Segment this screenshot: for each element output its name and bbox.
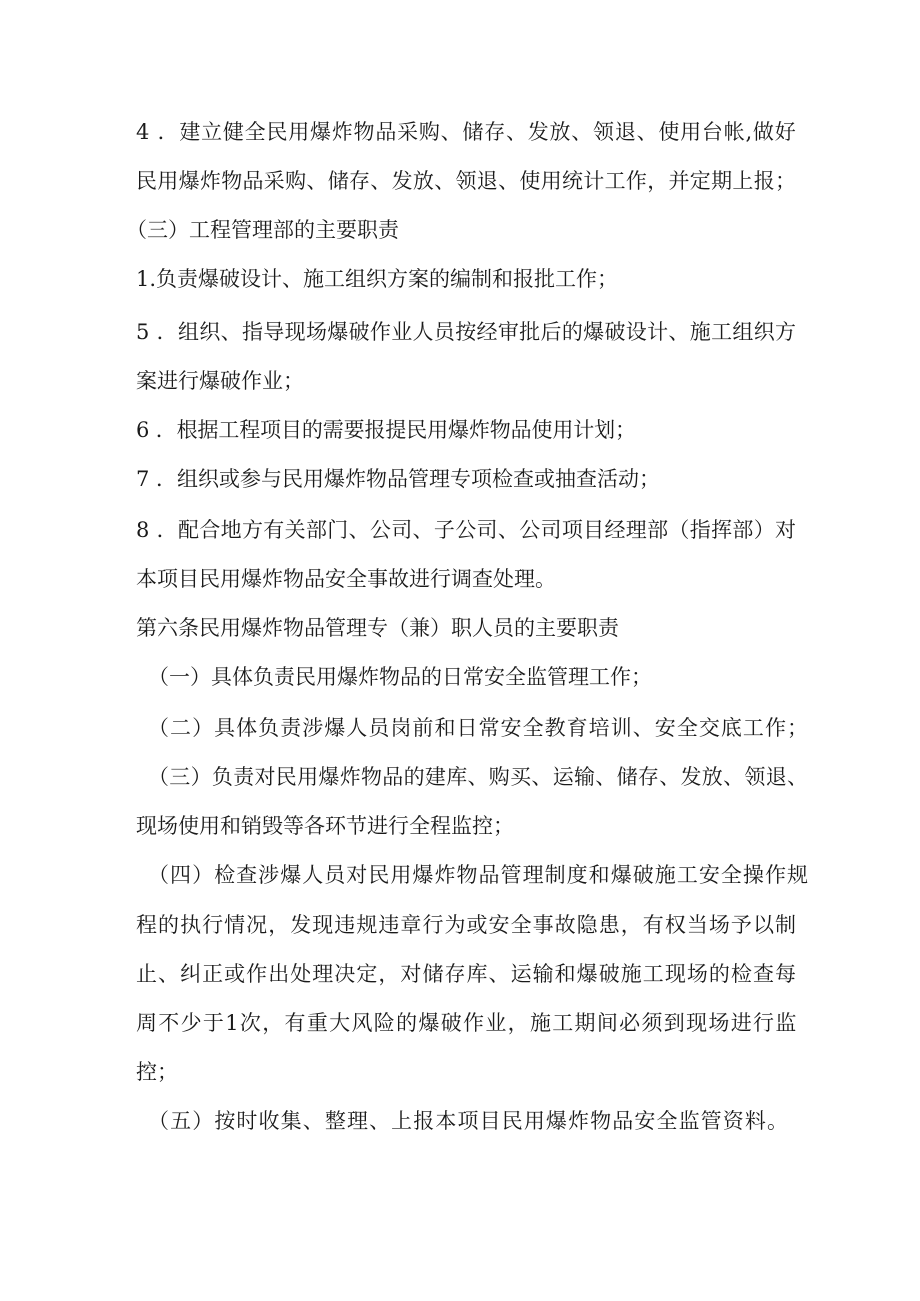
text-line: 7 ．组织或参与民用爆炸物品管理专项检查或抽查活动； bbox=[136, 467, 661, 491]
text-line: 4 ．建立健全民用爆炸物品采购、储存、发放、领退、使用台帐,做好 bbox=[136, 120, 797, 144]
text-line: （一）具体负责民用爆炸物品的日常安全监管理工作； bbox=[148, 665, 652, 689]
text-line: 1.负责爆破设计、施工组织方案的编制和报批工作； bbox=[136, 267, 619, 291]
text-line: 程的执行情况，发现违规违章行为或安全事故隐患，有权当场予以制 bbox=[136, 913, 798, 937]
text-line: 6 ．根据工程项目的需要报提民用爆炸物品使用计划； bbox=[136, 418, 636, 442]
text-line: （四）检查涉爆人员对民用爆炸物品管理制度和爆破施工安全操作规 bbox=[148, 863, 810, 887]
text-line: 案进行爆破作业； bbox=[136, 369, 304, 393]
article-heading: 第六条民用爆炸物品管理专（兼）职人员的主要职责 bbox=[136, 616, 619, 640]
section-heading: （三）工程管理部的主要职责 bbox=[126, 218, 399, 242]
text-line: 民用爆炸物品采购、储存、发放、领退、使用统计工作，并定期上报； bbox=[136, 169, 797, 193]
text-line: （二）具体负责涉爆人员岗前和日常安全教育培训、安全交底工作； bbox=[148, 716, 810, 740]
text-line: （五）按时收集、整理、上报本项目民用爆炸物品安全监管资料。 bbox=[148, 1109, 790, 1133]
text-line: （三）负责对民用爆炸物品的建库、购买、运输、储存、发放、领退、 bbox=[148, 765, 809, 789]
text-line: 周不少于1次，有重大风险的爆破作业，施工期间必须到现场进行监 bbox=[136, 1011, 798, 1035]
text-line: 现场使用和销毁等各环节进行全程监控； bbox=[136, 814, 514, 838]
text-line: 止、纠正或作出处理决定，对储存库、运输和爆破施工现场的检查每 bbox=[136, 962, 798, 986]
text-line: 控； bbox=[136, 1060, 178, 1084]
text-line: 5 ．组织、指导现场爆破作业人员按经审批后的爆破设计、施工组织方 bbox=[136, 320, 797, 344]
text-line: 本项目民用爆炸物品安全事故进行调查处理。 bbox=[136, 567, 556, 591]
text-line: 8 ．配合地方有关部门、公司、子公司、公司项目经理部（指挥部）对 bbox=[136, 518, 797, 542]
